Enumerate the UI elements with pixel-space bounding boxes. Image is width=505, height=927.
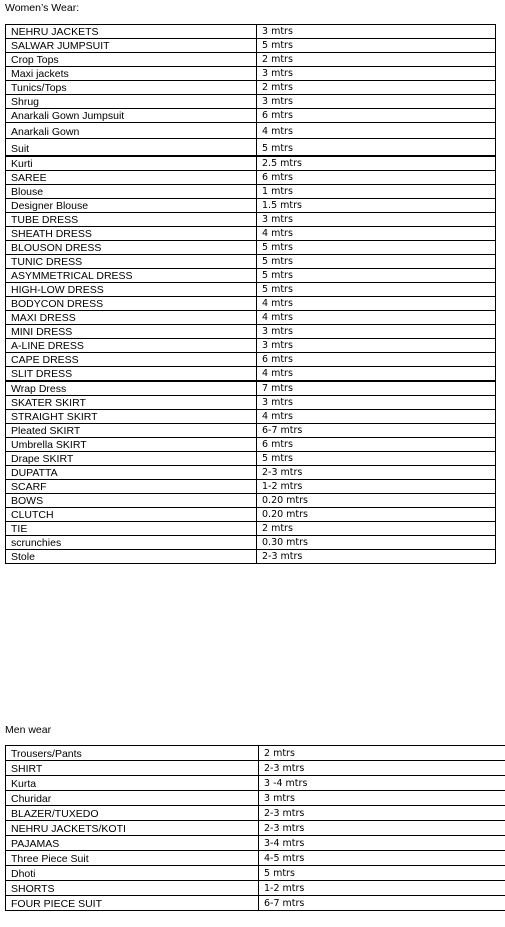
garment-name-cell: Drape SKIRT <box>6 452 257 466</box>
fabric-amount-cell: 5 mtrs <box>257 255 496 269</box>
garment-name-cell: MAXI DRESS <box>6 311 257 325</box>
table-row <box>6 367 496 382</box>
fabric-amount-cell: 3 mtrs <box>257 213 496 227</box>
table-row <box>6 241 496 255</box>
garment-name-cell: Three Piece Suit <box>6 851 259 866</box>
fabric-amount-cell: 3 mtrs <box>259 791 505 806</box>
fabric-amount-cell: 3 mtrs <box>257 25 496 39</box>
table-row <box>6 325 496 339</box>
fabric-amount-cell: 2-3 mtrs <box>257 550 496 564</box>
table-row <box>6 761 505 776</box>
table-row <box>6 896 505 911</box>
garment-name-cell: Kurta <box>6 776 259 791</box>
fabric-amount-cell: 5 mtrs <box>259 866 505 881</box>
garment-name-cell: CLUTCH <box>6 508 257 522</box>
garment-name-cell: Suit <box>6 139 257 157</box>
fabric-amount-cell: 5 mtrs <box>257 452 496 466</box>
fabric-amount-cell: 4 mtrs <box>257 297 496 311</box>
table-row <box>6 171 496 185</box>
fabric-amount-cell: 4 mtrs <box>257 227 496 241</box>
garment-name-cell: Anarkali Gown <box>6 123 257 139</box>
fabric-amount-cell: 2.5 mtrs <box>257 156 496 171</box>
table-row <box>6 494 496 508</box>
garment-name-cell: SHIRT <box>6 761 259 776</box>
table-row <box>6 776 505 791</box>
garment-name-cell: scrunchies <box>6 536 257 550</box>
table-row <box>6 255 496 269</box>
garment-name-cell: NEHRU JACKETS/KOTI <box>6 821 259 836</box>
garment-name-cell: HIGH-LOW DRESS <box>6 283 257 297</box>
garment-name-cell: Anarkali Gown Jumpsuit <box>6 109 257 123</box>
fabric-amount-cell: 6 mtrs <box>257 171 496 185</box>
fabric-amount-cell: 3 mtrs <box>257 339 496 353</box>
womens-wear-table-body <box>6 25 496 564</box>
table-row <box>6 213 496 227</box>
fabric-amount-cell: 0.30 mtrs <box>257 536 496 550</box>
fabric-amount-cell: 6-7 mtrs <box>259 896 505 911</box>
garment-name-cell: Designer Blouse <box>6 199 257 213</box>
table-row <box>6 123 496 139</box>
garment-name-cell: MINI DRESS <box>6 325 257 339</box>
table-row <box>6 746 505 761</box>
fabric-amount-cell: 3-4 mtrs <box>259 836 505 851</box>
table-row <box>6 339 496 353</box>
table-row <box>6 139 496 157</box>
table-row <box>6 410 496 424</box>
fabric-amount-cell: 0.20 mtrs <box>257 494 496 508</box>
fabric-amount-cell: 2-3 mtrs <box>259 821 505 836</box>
fabric-amount-cell: 7 mtrs <box>257 381 496 396</box>
table-row <box>6 109 496 123</box>
fabric-amount-cell: 6 mtrs <box>257 353 496 367</box>
fabric-amount-cell: 2-3 mtrs <box>259 806 505 821</box>
fabric-amount-cell: 1-2 mtrs <box>257 480 496 494</box>
garment-name-cell: Pleated SKIRT <box>6 424 257 438</box>
table-row <box>6 866 505 881</box>
table-row <box>6 791 505 806</box>
garment-name-cell: SHORTS <box>6 881 259 896</box>
fabric-amount-cell: 4 mtrs <box>257 311 496 325</box>
table-row <box>6 522 496 536</box>
fabric-amount-cell: 2 mtrs <box>257 81 496 95</box>
fabric-amount-cell: 3 mtrs <box>257 396 496 410</box>
garment-name-cell: SCARF <box>6 480 257 494</box>
fabric-amount-cell: 5 mtrs <box>257 241 496 255</box>
table-row <box>6 227 496 241</box>
table-row <box>6 25 496 39</box>
table-row <box>6 550 496 564</box>
garment-name-cell: SLIT DRESS <box>6 367 257 382</box>
garment-name-cell: A-LINE DRESS <box>6 339 257 353</box>
garment-name-cell: Kurti <box>6 156 257 171</box>
table-row <box>6 536 496 550</box>
table-row <box>6 67 496 81</box>
fabric-amount-cell: 4 mtrs <box>257 367 496 382</box>
garment-name-cell: BLOUSON DRESS <box>6 241 257 255</box>
fabric-amount-cell: 5 mtrs <box>257 139 496 157</box>
mens-wear-table-body <box>6 746 505 911</box>
garment-name-cell: Maxi jackets <box>6 67 257 81</box>
garment-name-cell: TUNIC DRESS <box>6 255 257 269</box>
table-row <box>6 283 496 297</box>
garment-name-cell: SHEATH DRESS <box>6 227 257 241</box>
table-row <box>6 452 496 466</box>
table-row <box>6 81 496 95</box>
fabric-amount-cell: 4 mtrs <box>257 410 496 424</box>
fabric-amount-cell: 6 mtrs <box>257 109 496 123</box>
fabric-amount-cell: 4-5 mtrs <box>259 851 505 866</box>
garment-name-cell: NEHRU JACKETS <box>6 25 257 39</box>
fabric-amount-cell: 5 mtrs <box>257 39 496 53</box>
garment-name-cell: Dhoti <box>6 866 259 881</box>
garment-name-cell: TUBE DRESS <box>6 213 257 227</box>
garment-name-cell: Churidar <box>6 791 259 806</box>
garment-name-cell: CAPE DRESS <box>6 353 257 367</box>
table-row <box>6 353 496 367</box>
table-row <box>6 199 496 213</box>
fabric-amount-cell: 3 -4 mtrs <box>259 776 505 791</box>
garment-name-cell: BLAZER/TUXEDO <box>6 806 259 821</box>
table-row <box>6 269 496 283</box>
fabric-amount-cell: 3 mtrs <box>257 67 496 81</box>
fabric-amount-cell: 0.20 mtrs <box>257 508 496 522</box>
table-row <box>6 381 496 396</box>
fabric-amount-cell: 5 mtrs <box>257 269 496 283</box>
garment-name-cell: BOWS <box>6 494 257 508</box>
garment-name-cell: SKATER SKIRT <box>6 396 257 410</box>
garment-name-cell: Tunics/Tops <box>6 81 257 95</box>
fabric-amount-cell: 1-2 mtrs <box>259 881 505 896</box>
garment-name-cell: TIE <box>6 522 257 536</box>
fabric-amount-cell: 4 mtrs <box>257 123 496 139</box>
fabric-amount-cell: 5 mtrs <box>257 283 496 297</box>
garment-name-cell: SAREE <box>6 171 257 185</box>
garment-name-cell: Trousers/Pants <box>6 746 259 761</box>
garment-name-cell: Wrap Dress <box>6 381 257 396</box>
table-row <box>6 156 496 171</box>
table-row <box>6 53 496 67</box>
fabric-amount-cell: 2 mtrs <box>257 53 496 67</box>
garment-name-cell: STRAIGHT SKIRT <box>6 410 257 424</box>
table-row <box>6 297 496 311</box>
garment-name-cell: Blouse <box>6 185 257 199</box>
fabric-amount-cell: 6 mtrs <box>257 438 496 452</box>
garment-name-cell: FOUR PIECE SUIT <box>6 896 259 911</box>
table-row <box>6 438 496 452</box>
womens-wear-heading: Women’s Wear: <box>5 2 80 14</box>
table-row <box>6 39 496 53</box>
garment-name-cell: Shrug <box>6 95 257 109</box>
table-row <box>6 508 496 522</box>
garment-name-cell: SALWAR JUMPSUIT <box>6 39 257 53</box>
garment-name-cell: Stole <box>6 550 257 564</box>
mens-wear-table <box>5 745 505 911</box>
table-row <box>6 836 505 851</box>
garment-name-cell: BODYCON DRESS <box>6 297 257 311</box>
table-row <box>6 95 496 109</box>
fabric-amount-cell: 2-3 mtrs <box>257 466 496 480</box>
table-row <box>6 806 505 821</box>
garment-name-cell: Umbrella SKIRT <box>6 438 257 452</box>
table-row <box>6 881 505 896</box>
table-row <box>6 396 496 410</box>
fabric-amount-cell: 2 mtrs <box>257 522 496 536</box>
garment-name-cell: PAJAMAS <box>6 836 259 851</box>
fabric-amount-cell: 1 mtrs <box>257 185 496 199</box>
garment-name-cell: DUPATTA <box>6 466 257 480</box>
table-row <box>6 311 496 325</box>
fabric-amount-cell: 2-3 mtrs <box>259 761 505 776</box>
fabric-amount-cell: 1.5 mtrs <box>257 199 496 213</box>
fabric-amount-cell: 2 mtrs <box>259 746 505 761</box>
table-row <box>6 480 496 494</box>
garment-name-cell: Crop Tops <box>6 53 257 67</box>
fabric-amount-cell: 3 mtrs <box>257 325 496 339</box>
fabric-amount-cell: 3 mtrs <box>257 95 496 109</box>
mens-wear-heading: Men wear <box>5 724 52 736</box>
table-row <box>6 466 496 480</box>
garment-name-cell: ASYMMETRICAL DRESS <box>6 269 257 283</box>
table-row <box>6 185 496 199</box>
table-row <box>6 424 496 438</box>
fabric-amount-cell: 6-7 mtrs <box>257 424 496 438</box>
table-row <box>6 821 505 836</box>
womens-wear-table <box>5 24 496 564</box>
table-row <box>6 851 505 866</box>
